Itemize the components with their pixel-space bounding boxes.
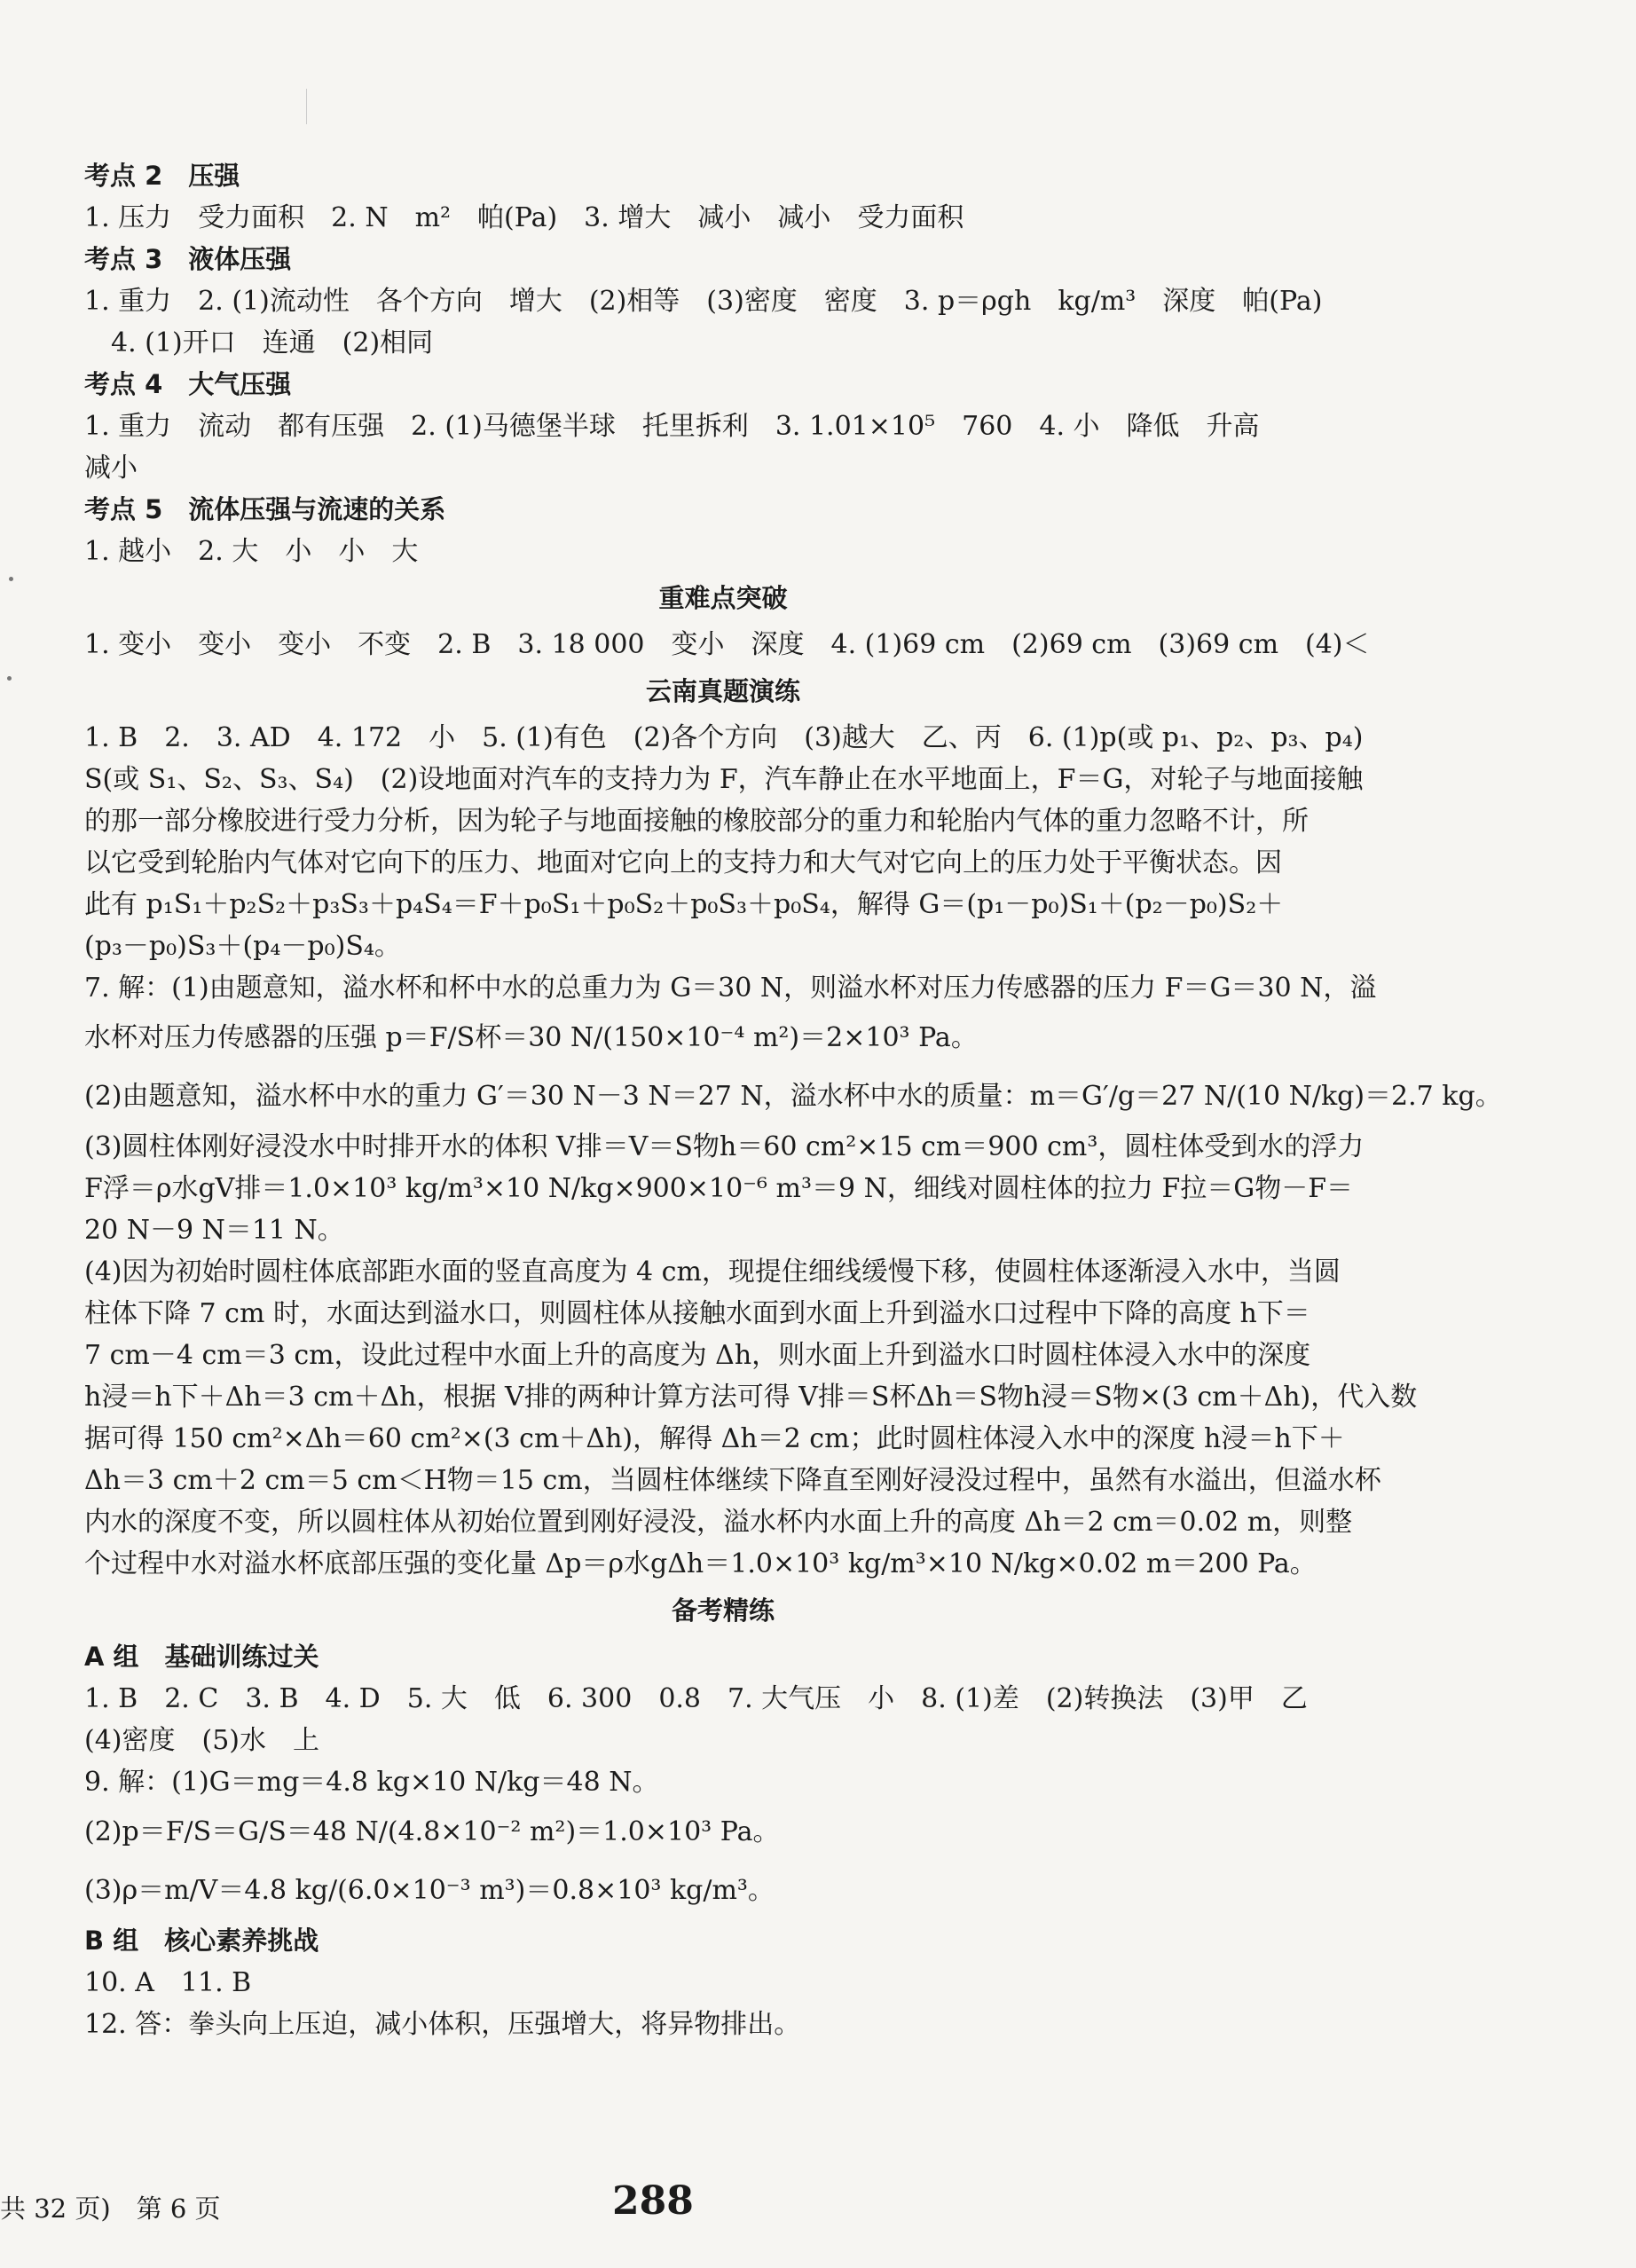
answer-line: 1. B 2. 3. AD 4. 172 小 5. (1)有色 (2)各个方向 (3)越大 乙、丙 6. (1)p(或 p₁、p₂、p₃、p₄)	[84, 722, 1364, 753]
yunnan-title: 云南真题演练	[645, 676, 800, 706]
scan-dot	[7, 676, 12, 681]
scan-dot	[9, 577, 13, 581]
answer-line: (3)ρ＝m/V＝4.8 kg/(6.0×10⁻³ m³)＝0.8×10³ kg/m³。	[84, 1875, 775, 1906]
answer-line: 据可得 150 cm²×Δh＝60 cm²×(3 cm＋Δh)，解得 Δh＝2 cm；此时圆柱体浸入水中的深度 h浸＝h下＋	[84, 1423, 1345, 1454]
answer-line: 9. 解：(1)G＝mg＝4.8 kg×10 N/kg＝48 N。	[84, 1767, 659, 1798]
answer-line: 此有 p₁S₁＋p₂S₂＋p₃S₃＋p₄S₄＝F＋p₀S₁＋p₀S₂＋p₀S₃＋p₀S₄，解得 G＝(p₁－p₀)S₁＋(p₂－p₀)S₂＋	[84, 889, 1284, 920]
section-title: 考点 2 压强	[84, 161, 240, 191]
section-title: 考点 4 大气压强	[84, 369, 292, 399]
section-title: 考点 5 流体压强与流速的关系	[84, 494, 446, 524]
answer-line: h浸＝h下＋Δh＝3 cm＋Δh，根据 V排的两种计算方法可得 V排＝S杯Δh＝S物h浸＝S物×(3 cm＋Δh)，代入数	[84, 1382, 1418, 1413]
beikao-title: 备考精练	[671, 1595, 775, 1626]
answer-line: 1. 重力 2. (1)流动性 各个方向 增大 (2)相等 (3)密度 密度 3. p＝ρgh kg/m³ 深度 帕(Pa)	[84, 286, 1323, 317]
answer-line: 内水的深度不变，所以圆柱体从初始位置到刚好浸没，溢水杯内水面上升的高度 Δh＝2 cm＝0.02 m，则整	[84, 1507, 1353, 1538]
answer-line: 1. 压力 受力面积 2. N m² 帕(Pa) 3. 增大 减小 减小 受力面积	[84, 202, 964, 233]
answer-line: 1. 越小 2. 大 小 小 大	[84, 536, 419, 567]
answer-line: 7. 解：(1)由题意知，溢水杯和杯中水的总重力为 G＝30 N，则溢水杯对压力传感器的压力 F＝G＝30 N，溢	[84, 973, 1377, 1004]
footer-page-info: 共 32 页) 第 6 页	[0, 2193, 221, 2224]
answer-line: S(或 S₁、S₂、S₃、S₄) (2)设地面对汽车的支持力为 F，汽车静止在水平地面上，F＝G，对轮子与地面接触	[84, 764, 1364, 795]
answer-line: 水杯对压力传感器的压强 p＝F/S杯＝30 N/(150×10⁻⁴ m²)＝2×10³ Pa。	[84, 1022, 978, 1053]
answer-line: 个过程中水对溢水杯底部压强的变化量 Δp＝ρ水gΔh＝1.0×10³ kg/m³×10 N/kg×0.02 m＝200 Pa。	[84, 1548, 1317, 1579]
answer-line: 4. (1)开口 连通 (2)相同	[84, 327, 434, 358]
answer-line: F浮＝ρ水gV排＝1.0×10³ kg/m³×10 N/kg×900×10⁻⁶ m³＝9 N，细线对圆柱体的拉力 F拉＝G物－F＝	[84, 1173, 1354, 1204]
answer-line: 以它受到轮胎内气体对它向下的压力、地面对它向上的支持力和大气对它向上的压力处于平衡状态。因	[84, 847, 1282, 878]
group-b-title: B 组 核心素养挑战	[84, 1925, 319, 1956]
answer-line: 20 N－9 N＝11 N。	[84, 1215, 344, 1246]
answer-line: (p₃－p₀)S₃＋(p₄－p₀)S₄。	[84, 931, 401, 962]
answer-line: (2)p＝F/S＝G/S＝48 N/(4.8×10⁻² m²)＝1.0×10³ Pa。	[84, 1816, 780, 1847]
answer-line: 减小	[84, 453, 138, 484]
answer-page	[84, 155, 1502, 2045]
answer-line: Δh＝3 cm＋2 cm＝5 cm＜H物＝15 cm，当圆柱体继续下降直至刚好浸没过程中，虽然有水溢出，但溢水杯	[84, 1465, 1381, 1496]
answer-line: 12. 答：拳头向上压迫，减小体积，压强增大，将异物排出。	[84, 2009, 801, 2040]
answer-line: (4)因为初始时圆柱体底部距水面的竖直高度为 4 cm，现提住细线缓慢下移，使圆柱体逐渐浸入水中，当圆	[84, 1256, 1341, 1288]
answer-line: 1. 重力 流动 都有压强 2. (1)马德堡半球 托里拆利 3. 1.01×10⁵ 760 4. 小 降低 升高	[84, 411, 1260, 442]
zhongnan-title: 重难点突破	[658, 583, 788, 613]
answer-line: 7 cm－4 cm＝3 cm，设此过程中水面上升的高度为 Δh，则水面上升到溢水口时圆柱体浸入水中的深度	[84, 1340, 1311, 1371]
scan-mark	[306, 89, 307, 124]
answer-line: 柱体下降 7 cm 时，水面达到溢水口，则圆柱体从接触水面到水面上升到溢水口过程中下降的高度 h下＝	[84, 1298, 1310, 1329]
answer-line: 1. B 2. C 3. B 4. D 5. 大 低 6. 300 0.8 7. 大气压 小 8. (1)差 (2)转换法 (3)甲 乙	[84, 1683, 1308, 1714]
answer-line: 10. A 11. B	[84, 1967, 252, 1998]
answer-line: (3)圆柱体刚好浸没水中时排开水的体积 V排＝V＝S物h＝60 cm²×15 cm＝900 cm³，圆柱体受到水的浮力	[84, 1131, 1365, 1162]
answer-line: (4)密度 (5)水 上	[84, 1725, 319, 1756]
answer-line: 1. 变小 变小 变小 不变 2. B 3. 18 000 变小 深度 4. (1)69 cm (2)69 cm (3)69 cm (4)＜	[84, 629, 1370, 660]
section-title: 考点 3 液体压强	[84, 244, 292, 274]
answer-line: (2)由题意知，溢水杯中水的重力 G′＝30 N－3 N＝27 N，溢水杯中水的质量：m＝G′/g＝27 N/(10 N/kg)＝2.7 kg。	[84, 1081, 1502, 1112]
answer-line: 的那一部分橡胶进行受力分析，因为轮子与地面接触的橡胶部分的重力和轮胎内气体的重力忽略不计，所	[84, 806, 1309, 837]
page-number: 288	[612, 2178, 694, 2224]
group-a-title: A 组 基础训练过关	[84, 1642, 319, 1672]
page-footer	[0, 2178, 1636, 2240]
